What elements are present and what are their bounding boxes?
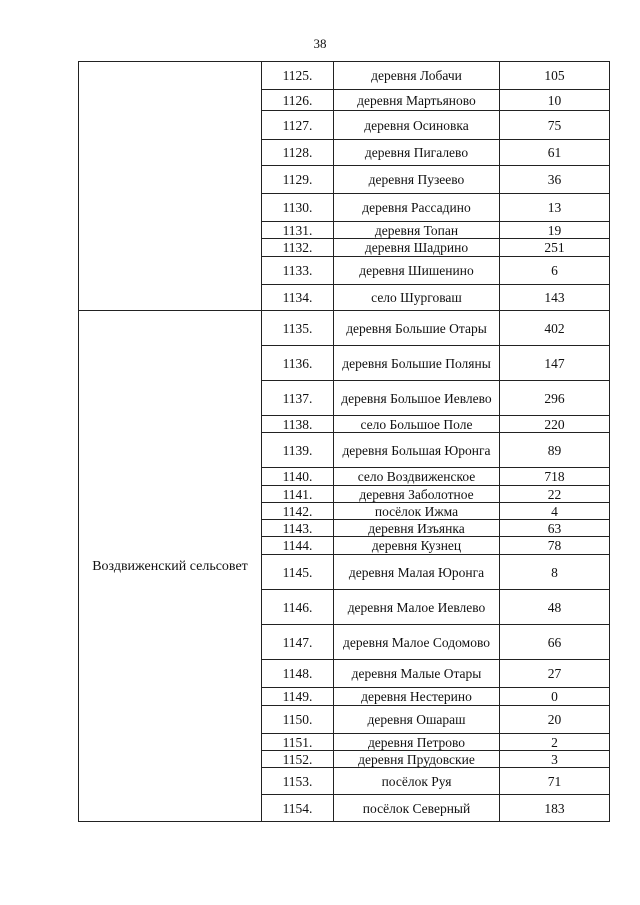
table-row [79,311,610,346]
row-number: 1148. [262,660,334,688]
settlement-name: деревня Пузеево [334,166,500,194]
row-number: 1141. [262,486,334,503]
settlement-name: село Шурговаш [334,285,500,311]
settlement-name: деревня Лобачи [334,62,500,90]
population-value: 4 [500,503,610,520]
population-value: 220 [500,416,610,433]
settlement-name: деревня Мартьяново [334,90,500,111]
row-number: 1125. [262,62,334,90]
district-cell: Воздвиженский сельсовет [79,311,262,822]
population-value: 0 [500,688,610,706]
settlement-name: деревня Малые Отары [334,660,500,688]
settlement-name: деревня Петрово [334,734,500,751]
row-number: 1149. [262,688,334,706]
row-number: 1143. [262,520,334,537]
settlement-name: деревня Шишенино [334,257,500,285]
population-value: 3 [500,751,610,768]
settlement-name: деревня Большое Иевлево [334,381,500,416]
population-value: 10 [500,90,610,111]
population-value: 89 [500,433,610,468]
row-number: 1135. [262,311,334,346]
population-value: 8 [500,555,610,590]
population-value: 71 [500,768,610,795]
row-number: 1144. [262,537,334,555]
row-number: 1129. [262,166,334,194]
settlement-name: деревня Ошараш [334,706,500,734]
settlement-name: деревня Прудовские [334,751,500,768]
settlement-name: деревня Кузнец [334,537,500,555]
population-value: 13 [500,194,610,222]
settlement-name: деревня Пигалево [334,140,500,166]
population-value: 36 [500,166,610,194]
row-number: 1152. [262,751,334,768]
population-value: 22 [500,486,610,503]
population-value: 19 [500,222,610,239]
population-value: 6 [500,257,610,285]
row-number: 1128. [262,140,334,166]
population-value: 78 [500,537,610,555]
settlement-name: деревня Заболотное [334,486,500,503]
settlement-name: деревня Большие Поляны [334,346,500,381]
settlement-name: деревня Малая Юронга [334,555,500,590]
population-value: 63 [500,520,610,537]
population-value: 251 [500,239,610,257]
row-number: 1150. [262,706,334,734]
page-number: 38 [313,36,327,51]
row-number: 1137. [262,381,334,416]
settlement-name: посёлок Руя [334,768,500,795]
settlement-name: деревня Топан [334,222,500,239]
population-value: 20 [500,706,610,734]
district-cell [79,62,262,311]
row-number: 1145. [262,555,334,590]
settlement-name: деревня Нестерино [334,688,500,706]
row-number: 1146. [262,590,334,625]
settlement-name: посёлок Ижма [334,503,500,520]
population-value: 27 [500,660,610,688]
population-value: 718 [500,468,610,486]
settlement-name: деревня Рассадино [334,194,500,222]
row-number: 1126. [262,90,334,111]
population-value: 66 [500,625,610,660]
population-value: 2 [500,734,610,751]
row-number: 1147. [262,625,334,660]
settlement-name: деревня Шадрино [334,239,500,257]
settlement-name: деревня Малое Иевлево [334,590,500,625]
settlement-name: село Воздвиженское [334,468,500,486]
row-number: 1127. [262,111,334,140]
settlement-name: деревня Изъянка [334,520,500,537]
population-value: 61 [500,140,610,166]
row-number: 1151. [262,734,334,751]
settlement-name: деревня Осиновка [334,111,500,140]
population-value: 296 [500,381,610,416]
population-value: 75 [500,111,610,140]
population-value: 48 [500,590,610,625]
population-value: 402 [500,311,610,346]
table-row [79,62,610,90]
row-number: 1134. [262,285,334,311]
population-value: 105 [500,62,610,90]
population-value: 147 [500,346,610,381]
row-number: 1131. [262,222,334,239]
row-number: 1140. [262,468,334,486]
settlement-table [78,61,610,822]
settlement-name: деревня Большая Юронга [334,433,500,468]
row-number: 1142. [262,503,334,520]
row-number: 1133. [262,257,334,285]
row-number: 1154. [262,795,334,822]
row-number: 1153. [262,768,334,795]
settlement-name: деревня Малое Содомово [334,625,500,660]
row-number: 1132. [262,239,334,257]
population-value: 143 [500,285,610,311]
row-number: 1139. [262,433,334,468]
row-number: 1130. [262,194,334,222]
settlement-name: посёлок Северный [334,795,500,822]
row-number: 1136. [262,346,334,381]
population-value: 183 [500,795,610,822]
row-number: 1138. [262,416,334,433]
settlement-name: деревня Большие Отары [334,311,500,346]
settlement-name: село Большое Поле [334,416,500,433]
